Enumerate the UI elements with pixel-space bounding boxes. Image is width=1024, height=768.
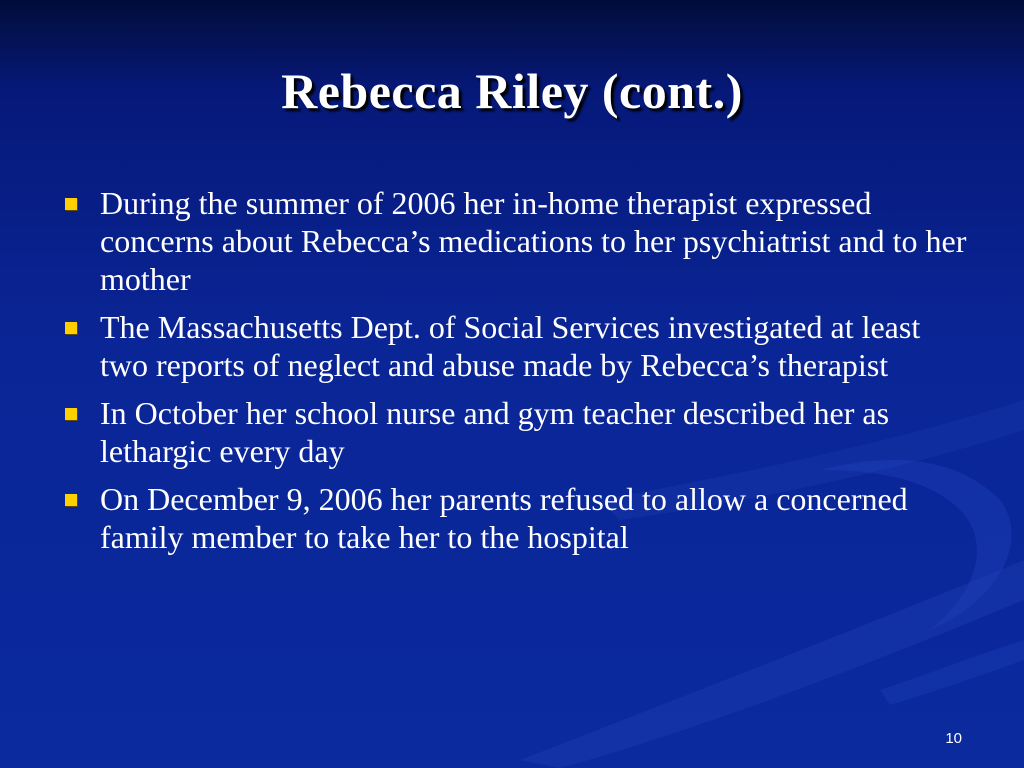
square-bullet-icon — [65, 198, 77, 210]
bullet-item — [56, 184, 976, 298]
bullet-item — [56, 308, 976, 384]
slide-number: 10 — [945, 730, 962, 747]
bullet-text: During the summer of 2006 her in-home therapist expressed concerns about Rebecca’s medications to her psychiatrist and to her mother — [100, 185, 967, 297]
square-bullet-icon — [65, 322, 77, 334]
square-bullet-icon — [65, 408, 77, 420]
bullet-item — [56, 480, 976, 556]
bullet-list — [56, 184, 976, 566]
bullet-item — [56, 394, 976, 470]
square-bullet-icon — [65, 494, 77, 506]
bullet-text: On December 9, 2006 her parents refused to allow a concerned family member to take her to the hospital — [100, 481, 908, 555]
slide-title: Rebecca Riley (cont.) — [281, 63, 743, 119]
bullet-text: The Massachusetts Dept. of Social Services investigated at least two reports of neglect and abuse made by Rebecca’s therapist — [100, 309, 921, 383]
bullet-text: In October her school nurse and gym teacher described her as lethargic every day — [100, 395, 890, 469]
